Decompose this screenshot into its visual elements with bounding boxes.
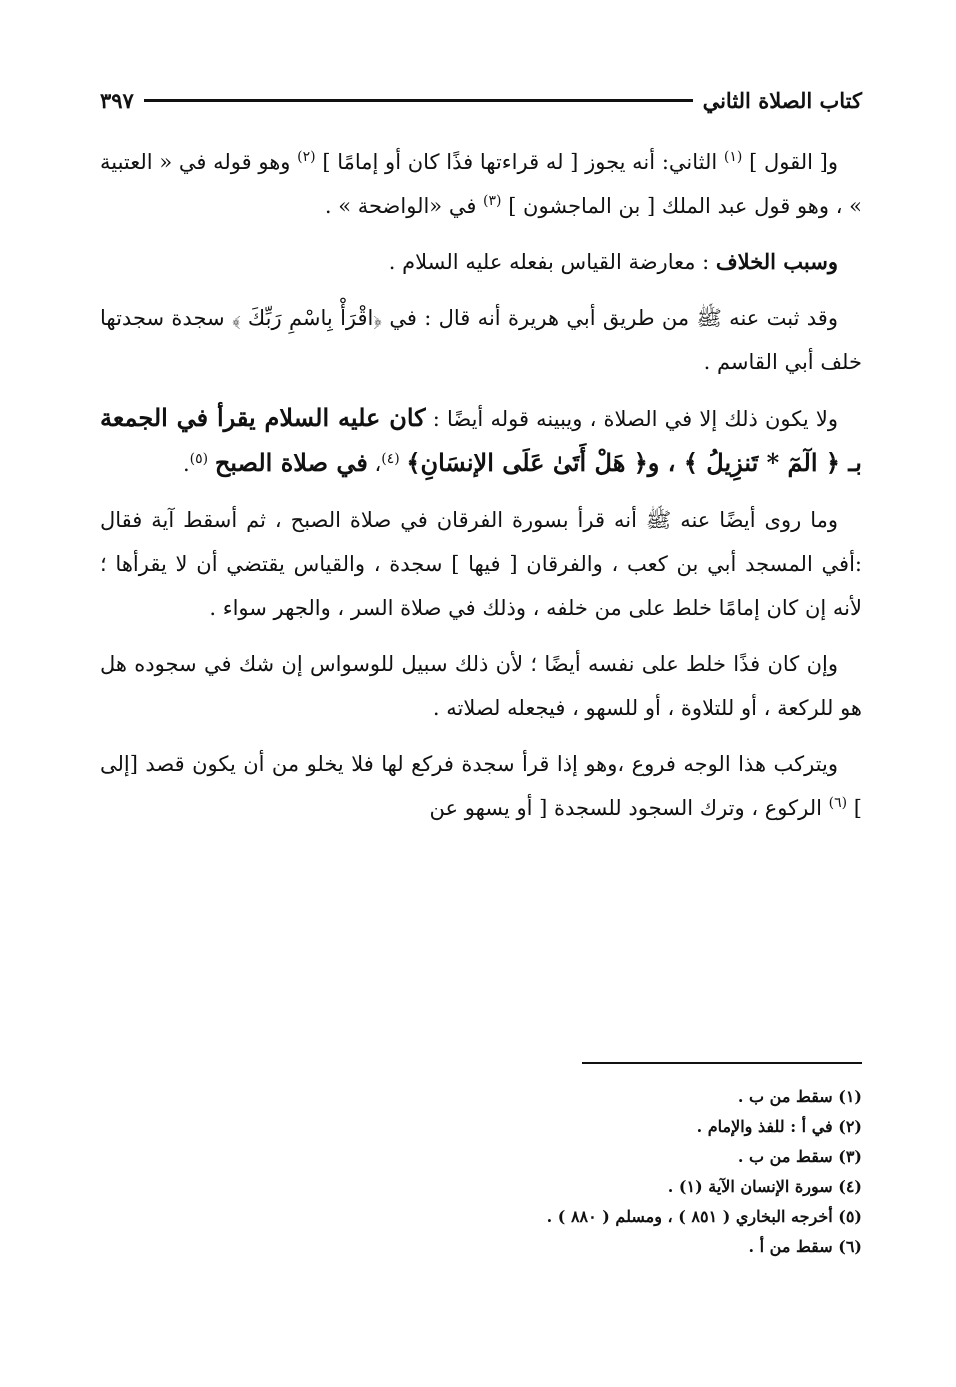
footnote-separator [582,1062,862,1064]
text-run: الثاني: أنه يجوز [ له قراءتها فذًا كان أو إمامًا ] [315,150,724,174]
footnotes [100,1082,862,1262]
emphasized-text: وسبب الخلاف [715,249,838,274]
footnote: (٤) سورة الإنسان الآية (١) . [667,1177,862,1196]
paragraph [100,240,862,284]
footnote-reference: (١) [723,149,743,165]
text-run: في «الواضحة » . [324,194,484,218]
footnote: (٥) أخرجه البخاري ( ٨٥١ ) ، ومسلم ( ٨٨٠ ) . [546,1207,862,1226]
footnote-reference: (٥) [189,451,209,467]
text-run: . [182,452,190,476]
text-run [208,452,215,476]
book-page [100,60,862,1360]
footnote-reference: (٣) [483,193,502,209]
footnote: (٣) سقط من ب . [737,1147,862,1166]
text-run: وهو قوله في « العتبية » ، وهو قول عبد الملك [ بن الماجشون ] [100,150,862,218]
footnote-reference: (٦) [828,795,848,811]
footnote: (١) سقط من ب . [737,1087,862,1106]
text-run: الركوع ، وترك السجود للسجدة [ أو يسهو عن [429,796,829,820]
paragraph [100,498,862,630]
text-run: و[ القول ] [742,150,838,174]
paragraph [100,642,862,730]
footnote: (٢) في أ : للفذ والإمام . [696,1117,862,1136]
text-run: : معارضة القياس بفعله عليه السلام . [388,250,716,274]
header-rule [144,99,693,102]
emphasized-text: في صلاة الصبح [214,448,368,477]
paragraph [100,296,862,384]
paragraph [100,396,862,486]
running-header [100,78,862,122]
text-run: وقد ثبت عنه ﷺ من طريق أبي هريرة أنه قال : في ﴿اقْرَأْ بِاسْمِ رَبِّكَ ﴾ سجدة سجدتها خلف أبي القاسم . [100,306,862,374]
book-title: كتاب الصلاة الثاني [702,87,862,113]
footnote-reference: (٤) [381,451,400,467]
main-text [100,140,862,842]
text-run: ولا يكون ذلك إلا في الصلاة ، ويبينه قوله أيضًا : [425,407,838,431]
paragraph [100,742,862,830]
page-number: ٣٩٧ [100,87,134,113]
text-run: وما روى أيضًا عنه ﷺ أنه قرأ بسورة الفرقان في صلاة الصبح ، ثم أسقط آية فقال :أفي المسجد أبي بن كعب ، والفرقان [ فيها ] سجدة ، والقياس يقتضي أن لا يقرأها ؛ لأنه إن كان إمامًا خلط على من خلفه ، وذلك في صلاة السر ، والجهر سواء . [100,508,862,620]
paragraph [100,140,862,228]
text-run: ويتركب هذا الوجه فروع ،وهو إذا قرأ سجدة فركع لها فلا يخلو من أن يكون قصد [إلى ] [100,752,862,820]
emphasized-text: كان عليه السلام يقرأ في الجمعة بـ ﴿ الٓمٓ * تَنزِيلُ ﴾ ، و﴿ هَلْ أَتَىٰ عَلَى الإنسَانِ﴾ [100,403,862,477]
footnote-reference: (٢) [297,149,316,165]
text-run: ، [367,452,382,476]
footnote: (٦) سقط من أ . [748,1237,862,1256]
text-run: وإن كان فذًا خلط على نفسه أيضًا ؛ لأن ذلك سبيل للوسواس إن شك في سجوده هل هو للركعة ، أو للتلاوة ، أو للسهو ، فيجعله لصلاته . [100,652,862,720]
